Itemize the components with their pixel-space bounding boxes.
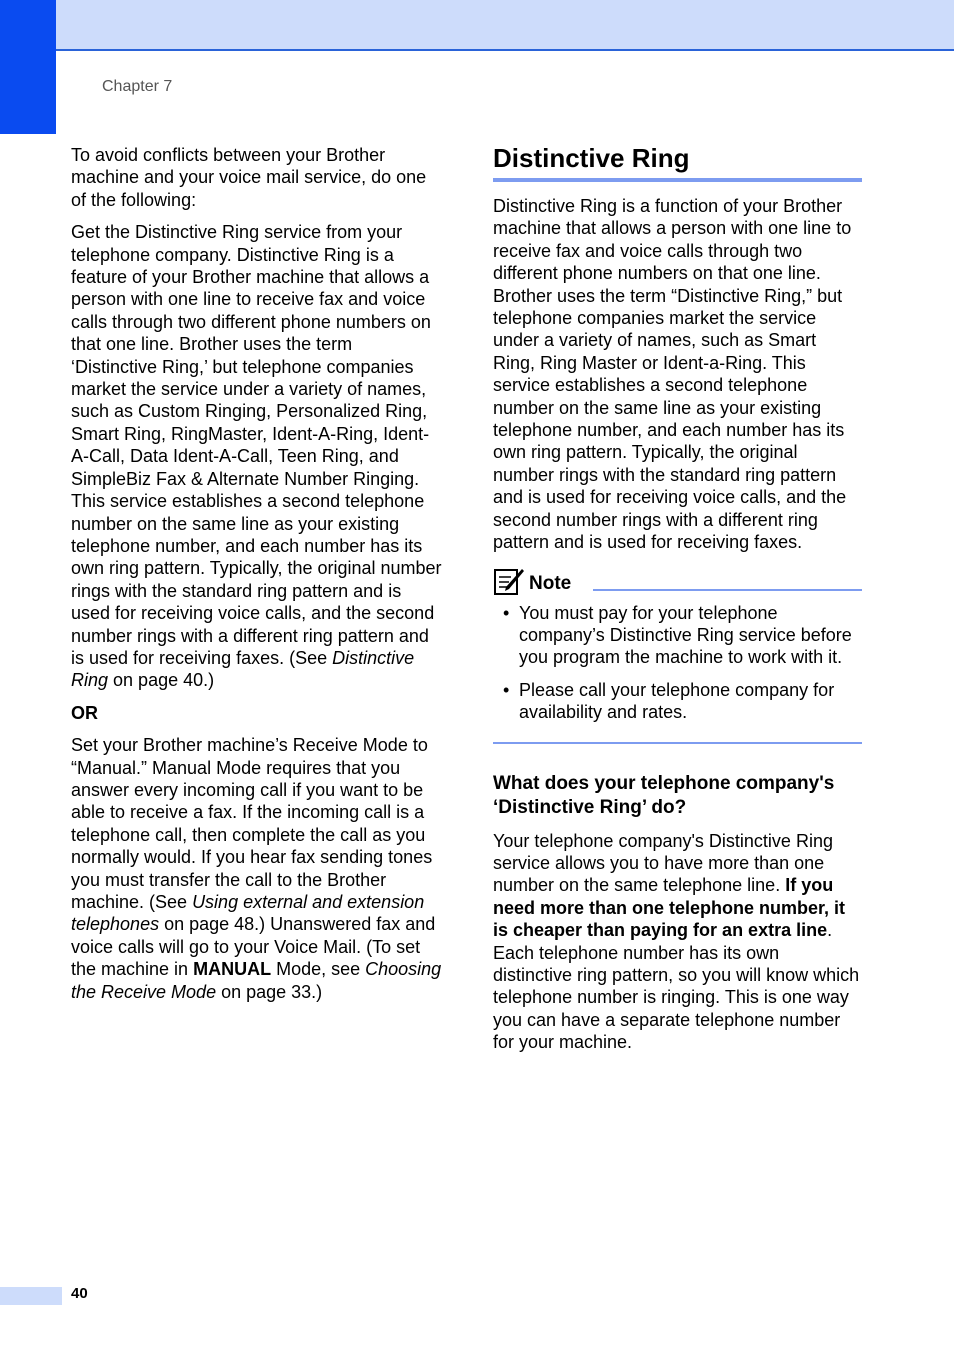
chapter-label: Chapter 7 [102,78,173,95]
chapter-tab [0,0,56,134]
cross-reference: Choosing the Receive Mode [71,959,442,1002]
intro-paragraph: To avoid conflicts between your Brother machine and your voice mail service, do one of the following: [71,145,427,210]
manual-keyword: MANUAL [193,959,272,980]
manual-mode-option: Set your Brother machine’s Receive Mode to “Manual.” Manual Mode requires that you answer every incoming call if you want to be able to receive a fax. If the incoming call is a telephone call, then complete the call as you normally would. If you hear fax sending tones you must transfer the call to the Brother machine. (See Using external and extension telephones on page 48.) Unanswered fax and voice calls will go to your Voice Mail. (To set the machine in MANUAL Mode, see Choosing the Receive Mode on page 33.) [71,735,442,1002]
right-column [493,142,862,1064]
note-label: Note [529,573,572,595]
cross-reference: Distinctive Ring [71,647,415,691]
note-item: • You must pay for your telephone company’s Distinctive Ring service before you program the machine to work with it. [493,602,862,669]
note-box [493,568,862,744]
subsection-title: What does your telephone company's ‘Distinctive Ring’ do? [493,772,835,818]
note-rule [593,589,862,591]
note-pencil-icon [493,567,525,602]
page-tab [0,1287,62,1305]
cross-reference: Using external and extension telephones [71,892,425,935]
note-item: • Please call your telephone company for availability and rates. [493,679,862,724]
page-number: 40 [71,1285,88,1302]
subsection-paragraph: Your telephone company's Distinctive Ring service allows you to have more than one number on the same telephone line. If you need more than one telephone number, it is cheaper than paying for an extra line. Each telephone number has its own distinctive ring pattern, so you will know which telephone number is ringing. This is one way you can have a separate telephone number for your machine. [493,830,860,1053]
emphasis: If you need more than one telephone number, it is cheaper than paying for an extra line [493,875,846,941]
left-column [71,144,443,1013]
section-paragraph: Distinctive Ring is a function of your Brother machine that allows a person with one line to receive fax and voice calls through two different phone numbers on that one line. Brother uses the term “Distinctive Ring,” but telephone companies market the service under a variety of names, such as Smart Ring, Ring Master or Ident-a-Ring. This service establishes a second telephone number on the same line as your existing telephone number, and each number has its own ring pattern. Typically, the original number rings with the standard ring pattern and is used for receiving voice calls, and the second number rings with a different ring pattern and is used for receiving faxes. [493,196,852,553]
or-label: OR [71,702,98,723]
note-header [493,568,862,602]
distinctive-ring-option: Get the Distinctive Ring service from your telephone company. Distinctive Ring is a feature of your Brother machine that allows a person with one line to receive fax and voice calls through two different phone numbers on that one line. Brother uses the term ‘Distinctive Ring,’ but telephone companies market the service under a variety of names, such as Custom Ringing, Personalized Ring, Smart Ring, RingMaster, Ident-A-Ring, Ident-A-Call, Data Ident-A-Call, Teen Ring, and SimpleBiz Fax & Alternate Number Ringing. This service establishes a second telephone number on the same line as your existing telephone number, and each number has its own ring pattern. Typically, the original number rings with the standard ring pattern and is used for receiving voice calls, and the second number rings with a different ring pattern and is used for receiving faxes. (See Distinctive Ring on page 40.) [71,222,442,691]
header-band [0,0,954,51]
section-title: Distinctive Ring [493,142,862,182]
note-list [493,602,862,724]
